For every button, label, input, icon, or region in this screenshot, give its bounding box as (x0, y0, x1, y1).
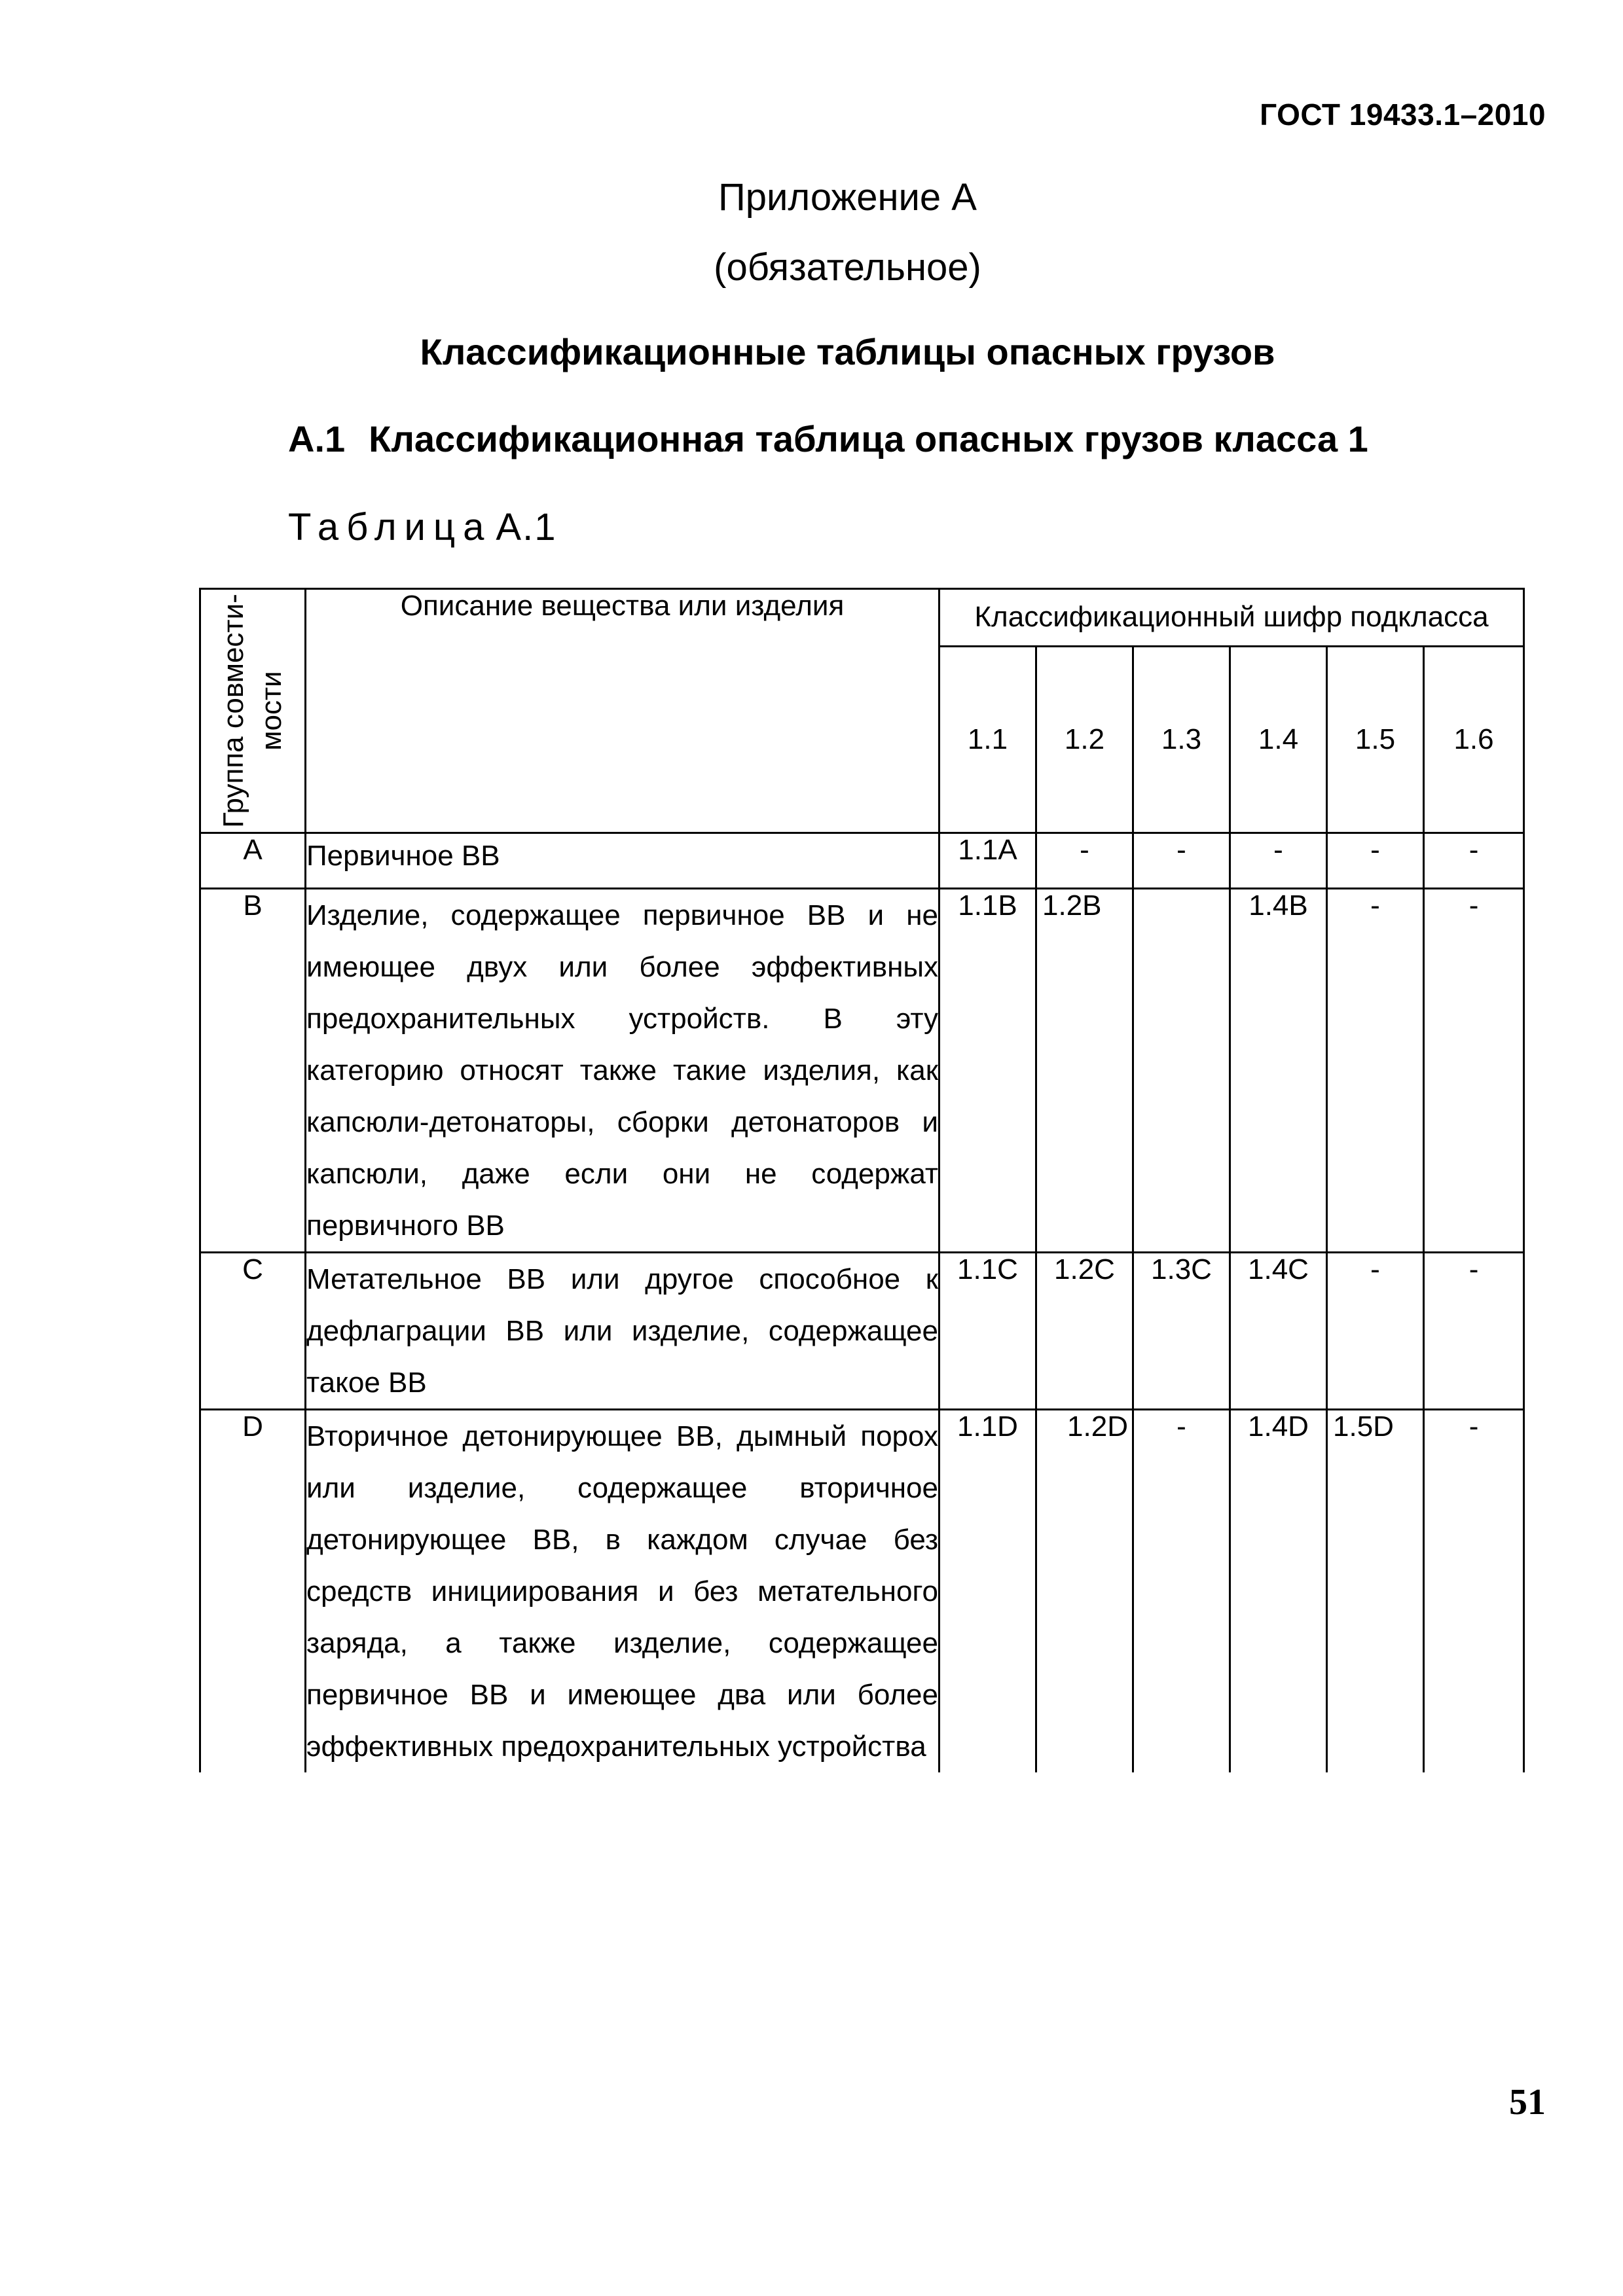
description-cell: Первичное ВВ (306, 833, 939, 889)
code-cell: 1.4C (1230, 1253, 1327, 1410)
header-code-1-4: 1.4 (1230, 646, 1327, 833)
code-cell: - (1424, 833, 1524, 889)
group-cell: A (200, 833, 306, 889)
appendix-title: Приложение А (718, 176, 977, 219)
standard-code: ГОСТ 19433.1–2010 (1260, 98, 1546, 132)
header-compatibility-group (200, 589, 306, 833)
header-group-line2: мости (255, 671, 287, 751)
code-cell: 1.2C (1036, 1253, 1133, 1410)
code-cell: - (1133, 1410, 1230, 1773)
description-cell: Изделие, содержащее первичное ВВ и не имеющее двух или более эффективных предохранительных устройств. В эту категорию относят также такие изделия, как капсюли-детонаторы, сборки детонаторов и капсюли, даже если они не содержат первичного ВВ (306, 889, 939, 1253)
code-cell: - (1424, 1410, 1524, 1773)
header-group-line1: Группа совмести- (217, 594, 249, 828)
table-row (200, 833, 1524, 889)
code-cell: 1.5D (1327, 1410, 1424, 1773)
section-number: А.1 (288, 418, 346, 459)
header-code-1-3: 1.3 (1133, 646, 1230, 833)
header-code-1-1: 1.1 (939, 646, 1036, 833)
section-title: Классификационная таблица опасных грузов класса 1 (369, 418, 1368, 459)
code-cell: 1.1C (939, 1253, 1036, 1410)
code-cell: - (1327, 889, 1424, 1253)
group-cell: D (200, 1410, 306, 1773)
code-cell: - (1133, 833, 1230, 889)
code-cell: 1.3C (1133, 1253, 1230, 1410)
group-cell: C (200, 1253, 306, 1410)
code-cell: - (1036, 833, 1133, 889)
table-caption (288, 505, 556, 549)
appendix-heading: Классификационные таблицы опасных грузов (420, 331, 1275, 372)
table-row (200, 1253, 1524, 1410)
code-cell: 1.1D (939, 1410, 1036, 1773)
code-cell (1133, 889, 1230, 1253)
header-code-1-2: 1.2 (1036, 646, 1133, 833)
code-cell: - (1327, 1253, 1424, 1410)
group-cell: B (200, 889, 306, 1253)
code-cell: - (1230, 833, 1327, 889)
table-row (200, 889, 1524, 1253)
header-description: Описание вещества или изделия (306, 589, 939, 833)
description-cell: Метательное ВВ или другое способное к дефлаграции ВВ или изделие, содержащее такое ВВ (306, 1253, 939, 1410)
header-subclass-code: Классификационный шифр подкласса (939, 589, 1524, 647)
code-cell: 1.1B (939, 889, 1036, 1253)
section-heading (288, 418, 1368, 460)
code-cell: 1.2D (1036, 1410, 1133, 1773)
code-cell: - (1327, 833, 1424, 889)
page-number: 51 (1509, 2082, 1546, 2123)
header-code-1-5: 1.5 (1327, 646, 1424, 833)
classification-table (199, 588, 1525, 1772)
table-caption-number: А.1 (496, 506, 557, 548)
code-cell: - (1424, 889, 1524, 1253)
code-cell: - (1424, 1253, 1524, 1410)
code-cell: 1.2B (1036, 889, 1133, 1253)
table-row (200, 1410, 1524, 1773)
description-cell: Вторичное детонирующее ВВ, дымный порох или изделие, содержащее вторичное детонирующее ВВ, в каждом случае без средств инициирования и без метательного заряда, а также изделие, содержащее первичное ВВ и имеющее два или более эффективных предохранительных устройства (306, 1410, 939, 1773)
code-cell: 1.4B (1230, 889, 1327, 1253)
header-code-1-6: 1.6 (1424, 646, 1524, 833)
code-cell: 1.1A (939, 833, 1036, 889)
code-cell: 1.4D (1230, 1410, 1327, 1773)
table-caption-word: Таблица (288, 506, 492, 548)
appendix-status: (обязательное) (714, 246, 981, 289)
